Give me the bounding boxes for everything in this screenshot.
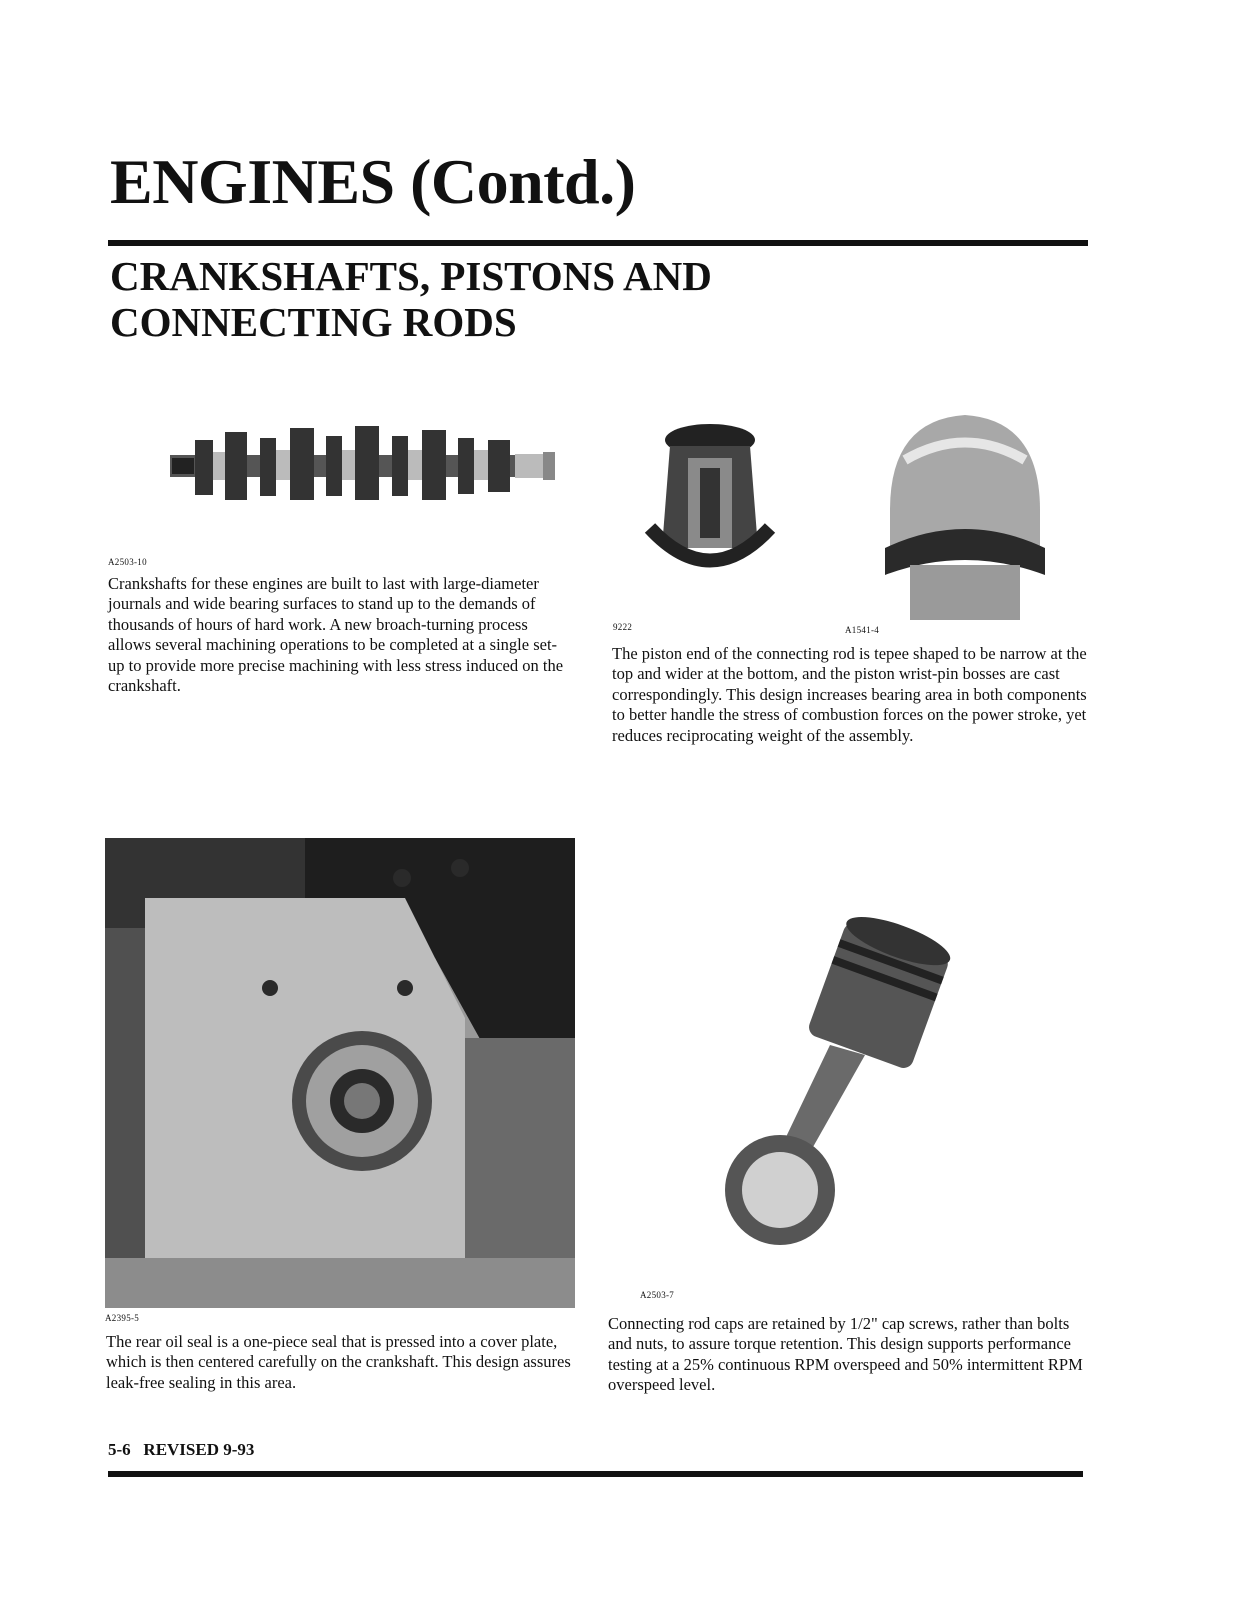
crankshaft-paragraph: Crankshafts for these engines are built to last with large-diameter journals and wide bearing surfaces to stand up to the demands of thousands of hours of hard work. A new broach-turning process allows several machining operations to be completed at a single set-up to provide more precise machining with less stress induced on the crankshaft. bbox=[108, 574, 564, 696]
rear-oil-seal-photo bbox=[105, 838, 575, 1308]
connecting-rod-end-photo bbox=[640, 418, 780, 578]
rear-seal-figure-id: A2395-5 bbox=[105, 1313, 140, 1323]
section-title-line2: CONNECTING RODS bbox=[110, 298, 517, 345]
title-rule bbox=[108, 240, 1088, 246]
crankshaft-figure-id: A2503-10 bbox=[108, 557, 147, 567]
piston-photo bbox=[870, 400, 1050, 625]
page-number-revision: 5-6 REVISED 9-93 bbox=[108, 1440, 255, 1459]
footer-rule bbox=[108, 1471, 1083, 1477]
page-title: ENGINES (Contd.) bbox=[110, 146, 636, 217]
rear-seal-paragraph: The rear oil seal is a one-piece seal that is pressed into a cover plate, which is then centered carefully on the crankshaft. This design assures leak-free sealing in this area. bbox=[106, 1332, 571, 1392]
connecting-rod-photo bbox=[715, 915, 975, 1260]
piston-rod-end-paragraph: The piston end of the connecting rod is tepee shaped to be narrow at the top and wider at the bottom, and the piston wrist-pin bosses are cast correspondingly. This design increases bearing area in both components to better handle the stress of combustion forces on the power stroke, yet reduces reciprocating weight of the assembly. bbox=[612, 644, 1087, 745]
rod-caps-figure-id: A2503-7 bbox=[640, 1290, 675, 1300]
rod-caps-paragraph: Connecting rod caps are retained by 1/2" cap screws, rather than bolts and nuts, to assure torque retention. This design supports performance testing at a 25% continuous RPM overspeed and 50% intermittent RPM overspeed level. bbox=[608, 1314, 1083, 1395]
rod-end-figure-id: 9222 bbox=[613, 622, 633, 632]
section-title-line1: CRANKSHAFTS, PISTONS AND bbox=[110, 253, 712, 299]
piston-figure-id: A1541-4 bbox=[845, 625, 880, 635]
section-title bbox=[110, 254, 910, 346]
crankshaft-photo bbox=[140, 420, 570, 510]
